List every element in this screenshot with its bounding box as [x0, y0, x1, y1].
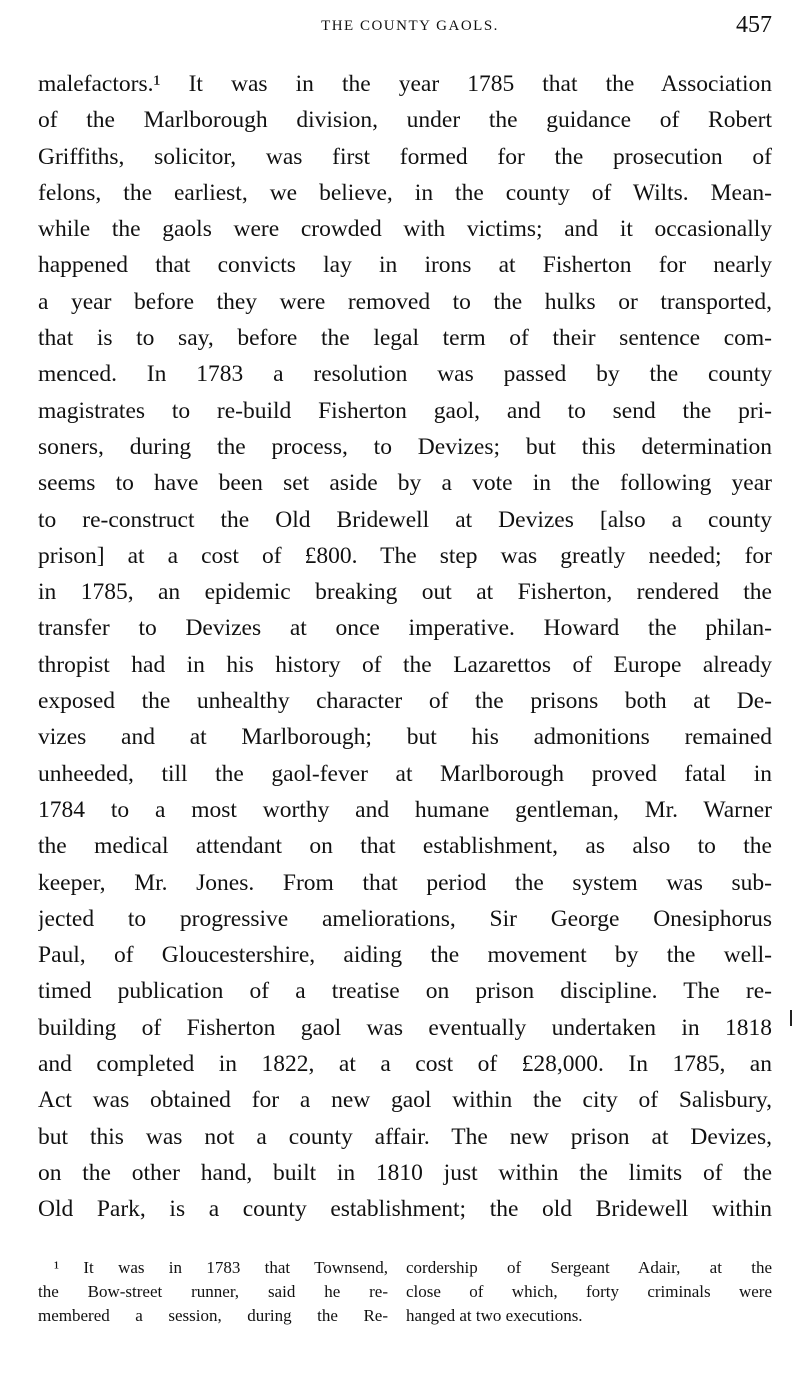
text-line: while the gaols were crowded with victims; and it occasionally	[38, 216, 772, 243]
text-line: but this was not a county affair. The new prison at Devizes,	[38, 1123, 772, 1150]
margin-mark	[790, 1010, 792, 1026]
text-line: jected to progressive ameliorations, Sir George Onesiphorus	[38, 905, 772, 932]
text-line: unheeded, till the gaol-fever at Marlborough proved fatal in	[38, 760, 772, 787]
text-line: building of Fisherton gaol was eventually undertaken in 1818	[38, 1014, 772, 1041]
text-line: malefactors.¹ It was in the year 1785 that the Association	[38, 71, 772, 97]
text-line: in 1785, an epidemic breaking out at Fisherton, rendered the	[38, 579, 772, 606]
footnote-line: hanged at two executions.	[406, 1306, 583, 1325]
footnote-column-left	[38, 1256, 388, 1328]
text-line: the medical attendant on that establishment, as also to the	[38, 833, 772, 860]
text-line: magistrates to re-build Fisherton gaol, and to send the pri-	[38, 397, 772, 424]
running-head	[0, 12, 800, 46]
text-line: vizes and at Marlborough; but his admonitions remained	[38, 724, 772, 751]
footnote-line: ¹ It was in 1783 that Townsend,	[54, 1258, 388, 1277]
text-line: to re-construct the Old Bridewell at Devizes [also a county	[38, 506, 772, 533]
text-line: transfer to Devizes at once imperative. Howard the philan-	[38, 615, 772, 642]
text-line: timed publication of a treatise on prison discipline. The re-	[38, 978, 772, 1005]
text-line: prison] at a cost of £800. The step was greatly needed; for	[38, 542, 772, 569]
text-line: and completed in 1822, at a cost of £28,000. In 1785, an	[38, 1051, 772, 1078]
footnote-line: membered a session, during the Re-	[38, 1306, 388, 1325]
text-line: seems to have been set aside by a vote in the following year	[38, 470, 772, 497]
footnote-line: the Bow-street runner, said he re-	[38, 1282, 388, 1301]
text-line: Act was obtained for a new gaol within the city of Salisbury,	[38, 1087, 772, 1114]
text-line: on the other hand, built in 1810 just within the limits of the	[38, 1159, 772, 1186]
footnote-line: cordership of Sergeant Adair, at the	[406, 1258, 772, 1277]
text-line: exposed the unhealthy character of the prisons both at De-	[38, 688, 772, 715]
footnote	[38, 1256, 772, 1346]
text-line: felons, the earliest, we believe, in the county of Wilts. Mean-	[38, 179, 772, 206]
text-line: keeper, Mr. Jones. From that period the system was sub-	[38, 869, 772, 896]
footnote-line: close of which, forty criminals were	[406, 1282, 772, 1301]
text-line: Paul, of Gloucestershire, aiding the movement by the well-	[38, 942, 772, 969]
text-line: thropist had in his history of the Lazarettos of Europe already	[38, 651, 772, 678]
footnote-column-right	[406, 1256, 772, 1328]
running-title: THE COUNTY GAOLS.	[321, 18, 499, 34]
text-line: menced. In 1783 a resolution was passed by the county	[38, 361, 772, 388]
text-line: happened that convicts lay in irons at Fisherton for nearly	[38, 252, 772, 279]
text-line: soners, during the process, to Devizes; but this determination	[38, 433, 772, 460]
text-line: 1784 to a most worthy and humane gentleman, Mr. Warner	[38, 796, 772, 823]
body-paragraph	[38, 66, 772, 1228]
text-line: that is to say, before the legal term of their sentence com-	[38, 325, 772, 352]
text-line: of the Marlborough division, under the guidance of Robert	[38, 107, 772, 134]
text-line: Old Park, is a county establishment; the old Bridewell within	[38, 1196, 772, 1223]
text-line: Griffiths, solicitor, was first formed for the prosecution of	[38, 143, 772, 170]
page-number: 457	[736, 12, 772, 38]
text-line: a year before they were removed to the hulks or transported,	[38, 288, 772, 315]
